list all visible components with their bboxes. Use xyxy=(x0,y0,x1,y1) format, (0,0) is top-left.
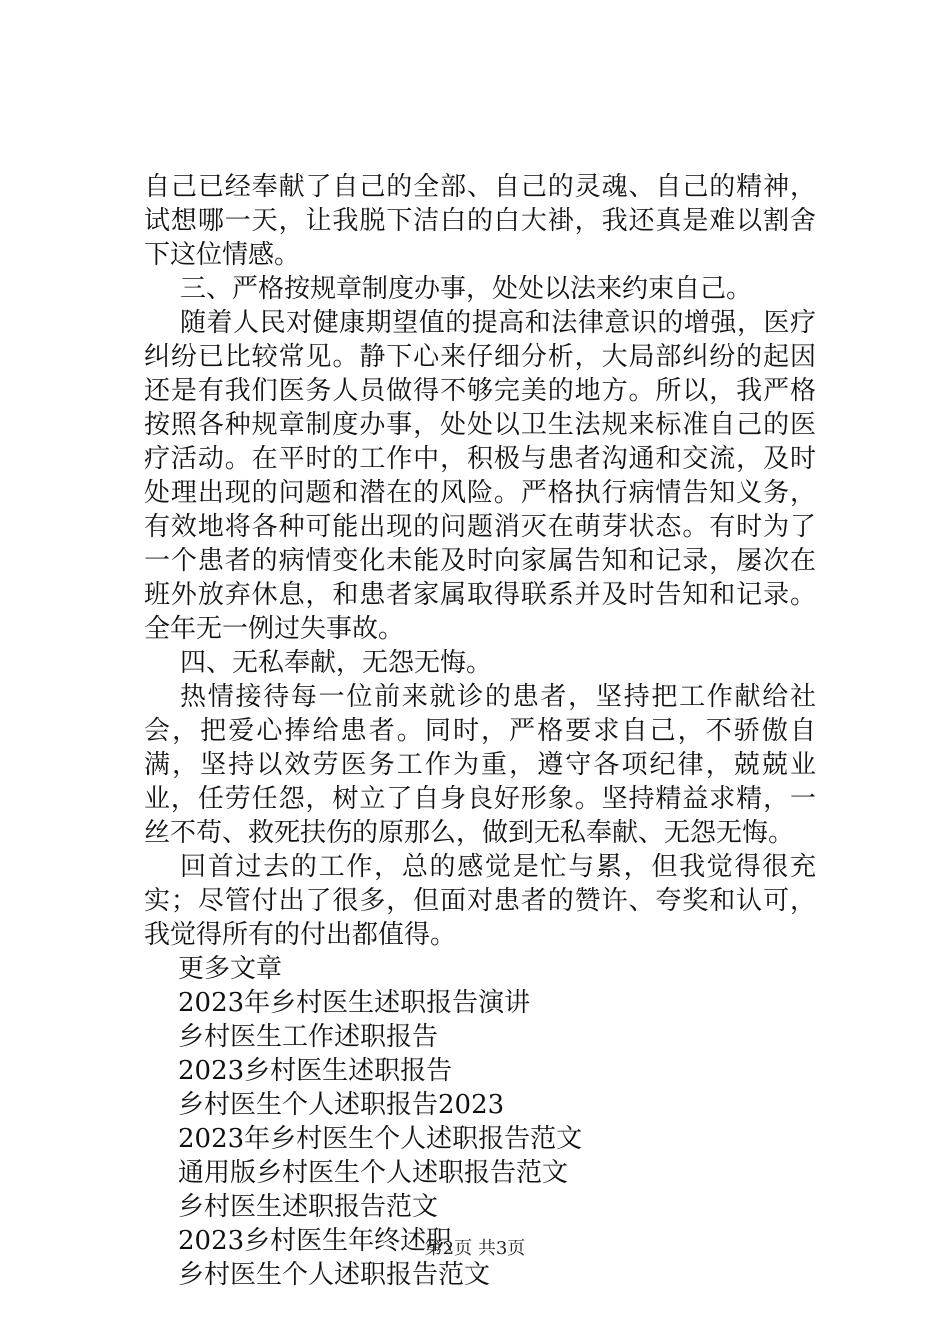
paragraph-continuation: 自己已经奉献了自己的全部、自己的灵魂、自己的精神，试想哪一天，让我脱下洁白的白大褂，我还真是难以割舍下这位情感。 xyxy=(144,172,816,270)
document-body xyxy=(144,170,816,1292)
paragraph-dedication: 热情接待每一位前来就诊的患者，坚持把工作献给社会，把爱心捧给患者。同时，严格要求自己，不骄傲自满，坚持以效劳医务工作为重，遵守各项纪律，兢兢业业，任劳任怨，树立了自身良好形象。坚持精益求精，一丝不苟、救死扶伤的原那么，做到无私奉献、无怨无悔。 xyxy=(144,682,816,848)
section-heading-three: 三、严格按规章制度办事，处处以法来约束自己。 xyxy=(180,274,753,304)
paragraph-reflection: 回首过去的工作，总的感觉是忙与累，但我觉得很充实；尽管付出了很多，但面对患者的赞许、夸奖和认可，我觉得所有的付出都值得。 xyxy=(144,852,816,950)
article-link[interactable]: 通用版乡村医生个人述职报告范文 xyxy=(178,1158,569,1188)
article-link[interactable]: 2023年乡村医生述职报告演讲 xyxy=(178,988,531,1018)
article-link[interactable]: 乡村医生工作述职报告 xyxy=(178,1022,439,1052)
article-link[interactable]: 乡村医生个人述职报告范文 xyxy=(178,1260,491,1290)
article-link[interactable]: 乡村医生述职报告范文 xyxy=(178,1192,439,1222)
paragraph-legal-compliance: 随着人民对健康期望值的提高和法律意识的增强，医疗纠纷已比较常见。静下心来仔细分析，大局部纠纷的起因还是有我们医务人员做得不够完美的地方。所以，我严格按照各种规章制度办事，处处以卫生法规来标准自己的医疗活动。在平时的工作中，积极与患者沟通和交流，及时处理出现的问题和潜在的风险。严格执行病情告知义务，有效地将各种可能出现的问题消灭在萌芽状态。有时为了一个患者的病情变化未能及时向家属告知和记录，屡次在班外放弃休息，和患者家属取得联系并及时告知和记录。全年无一例过失事故。 xyxy=(144,308,816,644)
section-heading-four: 四、无私奉献，无怨无悔。 xyxy=(180,648,493,678)
article-link[interactable]: 2023年乡村医生个人述职报告范文 xyxy=(178,1124,583,1154)
article-link[interactable]: 2023乡村医生年终述职 xyxy=(178,1226,453,1256)
article-link[interactable]: 2023乡村医生述职报告 xyxy=(178,1056,453,1086)
page-number-footer: 第2页 共3页 xyxy=(424,1238,526,1259)
more-articles-heading: 更多文章 xyxy=(178,954,283,984)
article-link[interactable]: 乡村医生个人述职报告2023 xyxy=(178,1090,505,1120)
